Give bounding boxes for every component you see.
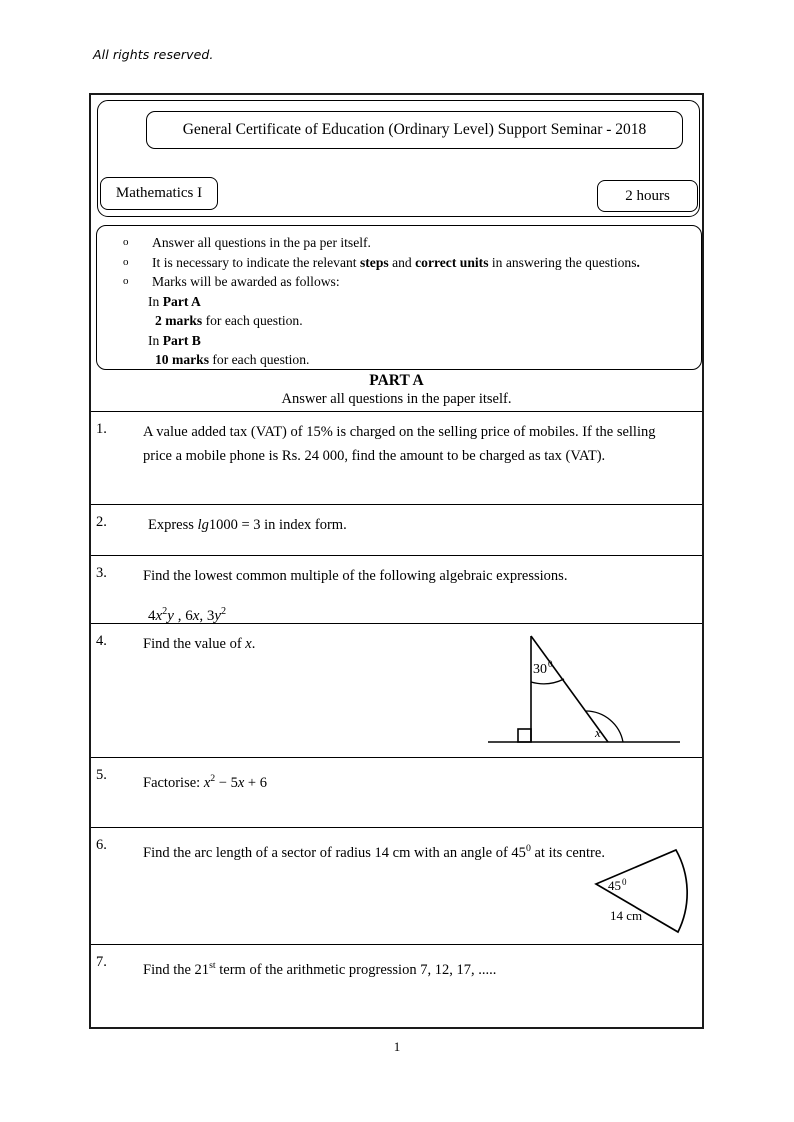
q4-var: x [245, 636, 252, 652]
part-a-subtitle: Answer all questions in the paper itself. [281, 391, 512, 407]
q3-b-x: x [192, 607, 200, 624]
q7-text-before: Find the 21 [143, 961, 210, 978]
page-number: 1 [393, 1039, 401, 1054]
bullet-icon: o [123, 255, 129, 268]
duration-text: 2 hours [625, 187, 670, 204]
q6-text-before: Find the arc length of a sector of radius 14 cm with an angle of 45 [143, 844, 526, 861]
subject-text: Mathematics I [115, 185, 203, 201]
part-b-marks-tail: for each question. [209, 352, 310, 367]
q6-degree-symbol: 0 [525, 843, 531, 854]
bullet-icon: o [123, 236, 129, 248]
instructions-panel [96, 225, 702, 370]
q2-result: 3 [253, 517, 261, 533]
instruction-item-3-text: Marks will be awarded as follows: [152, 274, 340, 289]
instruction-item-2-mid: and [388, 254, 416, 270]
q5-term1-x: x [203, 774, 211, 791]
q2-prefix: Express [148, 517, 198, 533]
q3-a-x-pow: 2 [162, 605, 168, 617]
instruction-item-2 [97, 253, 701, 273]
question-number-3: 3. [96, 565, 107, 581]
q2-suffix: in index form. [260, 517, 347, 533]
instruction-item-2-text: It is necessary to indicate the relevant [152, 254, 360, 270]
q3-c-y: y [214, 607, 222, 624]
part-a-title: PART A [369, 372, 424, 389]
bullet-icon: o [123, 275, 129, 287]
question-text-3 [143, 565, 688, 628]
q4-prefix: Find the value of [143, 636, 246, 652]
q7-ordinal-suffix: st [209, 960, 216, 971]
instruction-item-3 [97, 272, 701, 292]
sector-diagram [588, 840, 693, 940]
q3-c-coef: 3 [206, 607, 215, 624]
instruction-item-2-period: . [636, 254, 640, 270]
question-number-4: 4. [96, 633, 107, 649]
q5-prefix: Factorise: [143, 774, 204, 791]
triangle-diagram [480, 625, 695, 755]
question-row-1 [91, 411, 702, 504]
in-prefix: In [148, 332, 163, 348]
question-number-6: 6. [96, 837, 107, 853]
q3-text: Find the lowest common multiple of the following algebraic expressions. [143, 568, 568, 584]
q5-term3: 6 [259, 774, 267, 791]
exam-title-box [146, 111, 683, 149]
q3-a-x: x [155, 607, 163, 624]
instruction-part-b-marks-line [97, 350, 701, 370]
question-number-2: 2. [96, 514, 107, 530]
in-prefix: In [148, 293, 163, 309]
q5-plus: + [244, 774, 260, 791]
question-text-2 [148, 514, 693, 538]
question-row-7 [91, 944, 702, 1029]
q5-minus: − [215, 774, 231, 791]
right-angle-marker [518, 729, 531, 742]
apex-angle-label: 30 [533, 662, 547, 677]
instruction-correct-units-bold: correct units [415, 254, 489, 270]
exterior-angle-label: x [595, 725, 601, 740]
q2-equals: = [237, 517, 254, 533]
instruction-item-1-text: Answer all questions in the pa per itself. [152, 235, 371, 250]
question-text-1: A value added tax (VAT) of 15% is charged on the selling price of mobiles. If the selling price a mobile phone is Rs. 24 000, find the amount to be charged as tax (VAT). [143, 424, 656, 464]
q3-a-y: y [167, 607, 174, 624]
q5-term2-coef: 5 [230, 774, 238, 791]
question-row-3 [91, 555, 702, 623]
part-a-marks-tail: for each question. [202, 313, 303, 328]
q4-suffix: . [251, 636, 256, 652]
q7-text-after: term of the arithmetic progression 7, 12, 17, ..... [215, 961, 497, 978]
q2-value: 1000 [208, 517, 238, 533]
q3-sep2: , [199, 607, 207, 624]
question-number-5: 5. [96, 767, 107, 783]
question-row-5 [91, 757, 702, 827]
instruction-part-a-marks-line [97, 311, 701, 331]
q5-term2-x: x [237, 774, 245, 791]
part-a-label: Part A [162, 293, 201, 309]
apex-angle-arc [531, 679, 564, 684]
sector-radius-label: 14 cm [610, 908, 643, 923]
question-number-1: 1. [96, 421, 107, 437]
duration-box [597, 180, 698, 212]
question-text-7 [143, 954, 688, 982]
q5-term1-pow: 2 [210, 773, 216, 784]
q3-b-coef: 6 [185, 607, 193, 624]
q3-c-y-pow: 2 [221, 605, 227, 617]
subject-box [100, 177, 218, 210]
sector-angle-label: 45 [608, 878, 621, 893]
exam-title-text: General Certificate of Education (Ordinary Level) Support Seminar - 2018 [182, 121, 647, 138]
sector-angle-degree-symbol: 0 [622, 877, 627, 887]
part-b-label: Part B [162, 332, 201, 348]
instruction-item-2-tail: in answering the questions [488, 254, 637, 270]
part-a-heading-block [91, 371, 702, 409]
apex-angle-degree-symbol: 0 [548, 659, 553, 669]
question-number-7: 7. [96, 954, 107, 970]
all-rights-reserved-text: All rights reserved. [93, 47, 214, 62]
q3-sep1: , [173, 607, 186, 624]
question-text-5 [143, 767, 688, 795]
instruction-part-b-line [97, 331, 701, 351]
question-row-2 [91, 504, 702, 555]
part-b-marks-value: 10 marks [155, 352, 209, 367]
q2-lg: lg [197, 517, 209, 533]
instruction-item-1 [97, 233, 701, 253]
instruction-steps-bold: steps [359, 254, 389, 270]
q6-text-after: at its centre. [530, 844, 605, 861]
q3-a-coef: 4 [148, 607, 156, 624]
instruction-part-a-line [97, 292, 701, 312]
part-a-marks-value: 2 marks [155, 313, 203, 328]
